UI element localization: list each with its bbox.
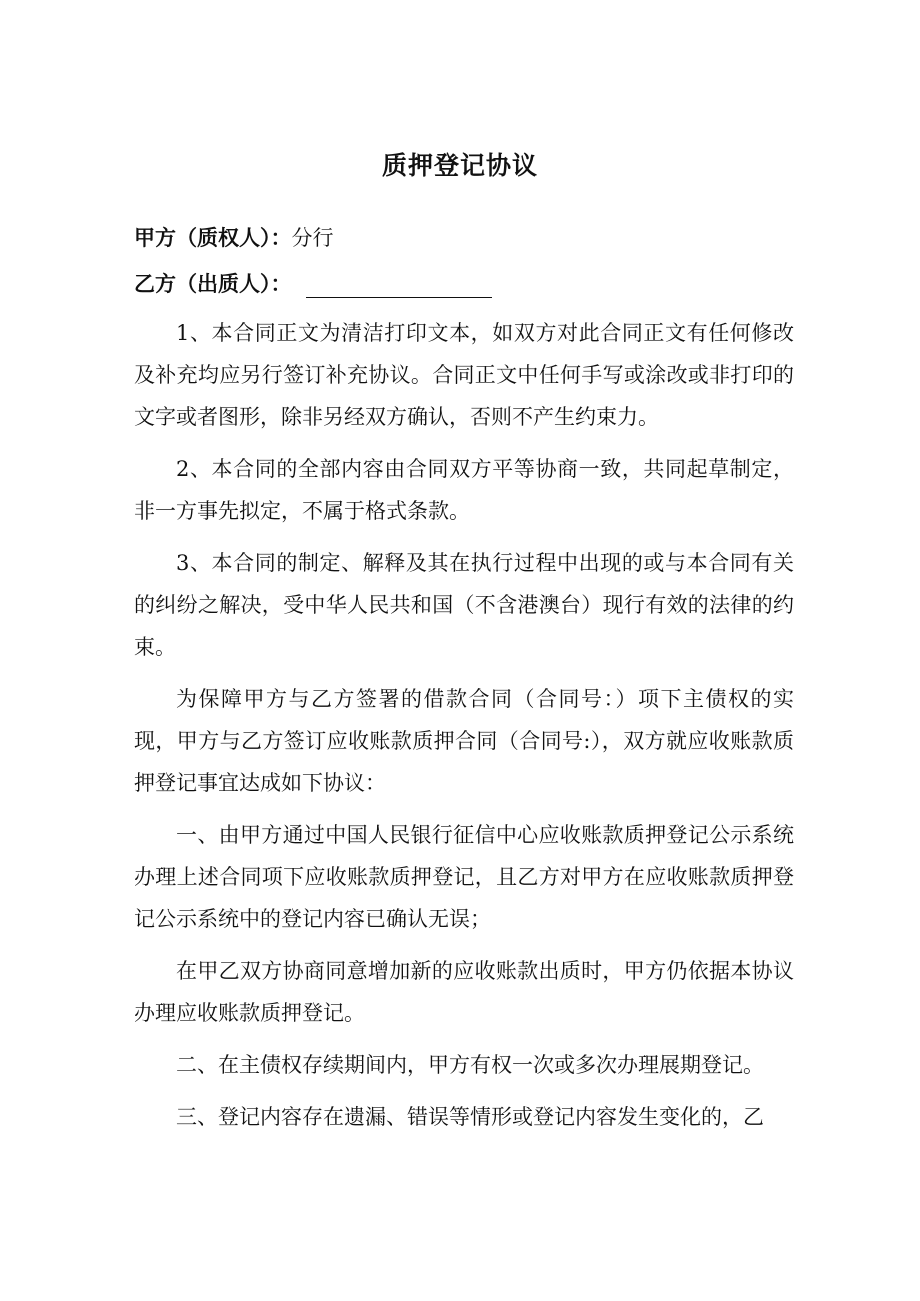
party-b-label: 乙方（出质人）：: [134, 272, 292, 296]
article-3: 三、登记内容存在遗漏、错误等情形或登记内容发生变化的，乙: [176, 1105, 764, 1129]
article-1-supplement: 在甲乙双方协商同意增加新的应收账款出质时，甲方仍依据本协议办理应收账款质押登记。: [134, 959, 794, 1025]
preamble-paragraph: 为保障甲方与乙方签署的借款合同（合同号：）项下主债权的实现，甲方与乙方签订应收账款质押合同（合同号:），双方就应收账款质押登记事宜达成如下协议：: [134, 687, 794, 795]
article-1: 一、由甲方通过中国人民银行征信中心应收账款质押登记公示系统办理上述合同项下应收账款质押登记，且乙方对甲方在应收账款质押登记公示系统中的登记内容已确认无误；: [134, 823, 794, 931]
clause-3: 3、本合同的制定、解释及其在执行过程中出现的或与本合同有关的纠纷之解决，受中华人民共和国（不含港澳台）现行有效的法律的约束。: [134, 551, 794, 659]
party-a-line: [134, 224, 334, 252]
party-a-label: 甲方（质权人）：: [134, 226, 292, 250]
party-b-line: [134, 270, 492, 298]
document-title: 质押登记协议: [381, 151, 538, 180]
party-b-blank-field: [306, 275, 492, 298]
article-2: 二、在主债权存续期间内，甲方有权一次或多次办理展期登记。: [176, 1053, 764, 1077]
clause-2: 2、本合同的全部内容由合同双方平等协商一致，共同起草制定，非一方事先拟定，不属于格式条款。: [134, 457, 794, 523]
party-a-value: 分行: [291, 226, 334, 250]
document-body: [134, 312, 794, 1145]
clause-1: 1、本合同正文为清洁打印文本，如双方对此合同正文有任何修改及补充均应另行签订补充协议。合同正文中任何手写或涂改或非打印的文字或者图形，除非另经双方确认，否则不产生约束力。: [134, 321, 794, 429]
